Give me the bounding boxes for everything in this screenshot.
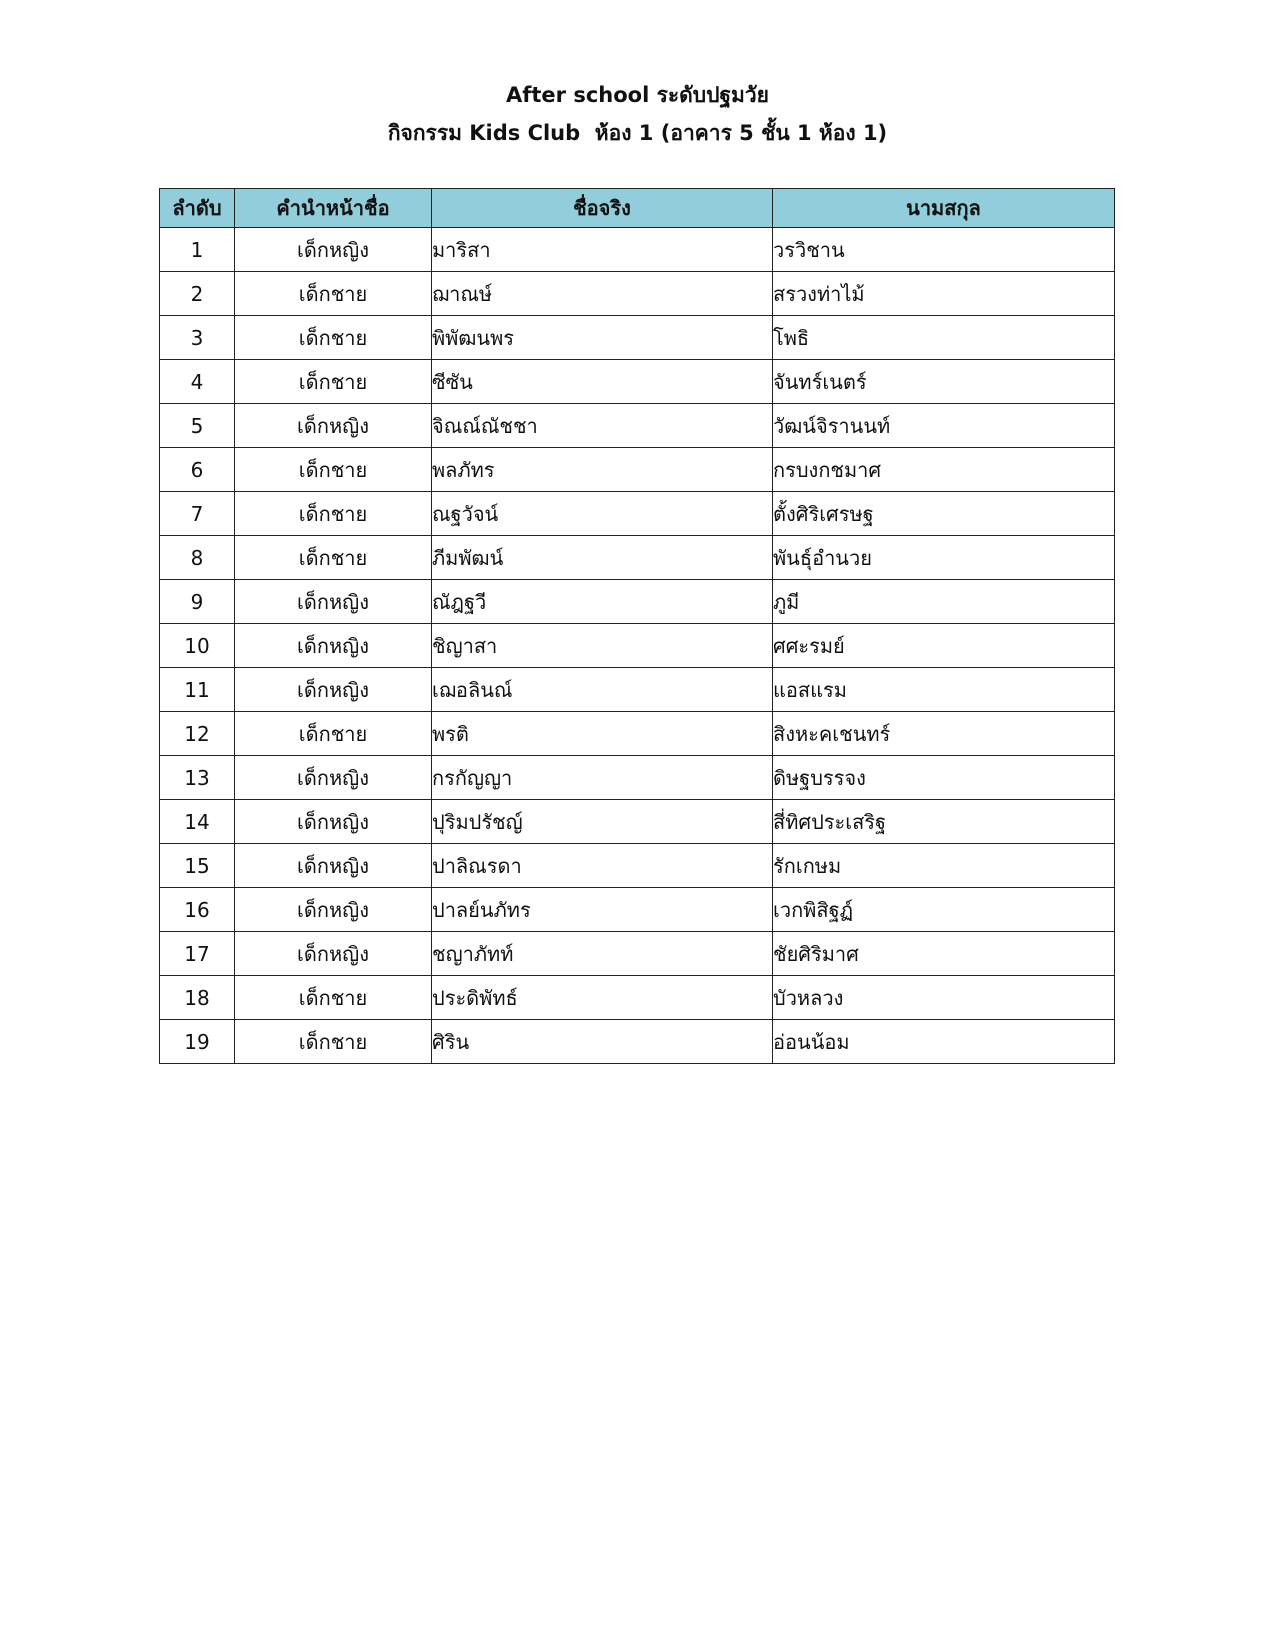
cell-no: 11 xyxy=(160,668,235,712)
cell-first-name: จิณณ์ณัชชา xyxy=(432,404,773,448)
cell-prefix: เด็กหญิง xyxy=(235,932,432,976)
cell-first-name: กรกัญญา xyxy=(432,756,773,800)
cell-first-name: มาริสา xyxy=(432,228,773,272)
cell-first-name: ปาลย์นภัทร xyxy=(432,888,773,932)
header-prefix: คำนำหน้าชื่อ xyxy=(235,189,432,228)
cell-no: 15 xyxy=(160,844,235,888)
cell-prefix: เด็กหญิง xyxy=(235,800,432,844)
cell-no: 12 xyxy=(160,712,235,756)
table-row xyxy=(160,360,1115,404)
cell-last-name: กรบงกชมาศ xyxy=(773,448,1115,492)
cell-first-name: พรติ xyxy=(432,712,773,756)
table-row xyxy=(160,932,1115,976)
cell-last-name: สิงหะคเชนทร์ xyxy=(773,712,1115,756)
cell-prefix: เด็กหญิง xyxy=(235,624,432,668)
cell-no: 13 xyxy=(160,756,235,800)
table-row xyxy=(160,536,1115,580)
table-row xyxy=(160,272,1115,316)
cell-no: 4 xyxy=(160,360,235,404)
cell-last-name: ดิษฐบรรจง xyxy=(773,756,1115,800)
cell-prefix: เด็กหญิง xyxy=(235,580,432,624)
table-row xyxy=(160,316,1115,360)
student-roster-table xyxy=(159,188,1115,1064)
table-row xyxy=(160,580,1115,624)
cell-first-name: ศิริน xyxy=(432,1020,773,1064)
cell-no: 10 xyxy=(160,624,235,668)
cell-last-name: ภูมี xyxy=(773,580,1115,624)
cell-first-name: เฌอลินณ์ xyxy=(432,668,773,712)
cell-no: 2 xyxy=(160,272,235,316)
table-row xyxy=(160,712,1115,756)
cell-last-name: แอสแรม xyxy=(773,668,1115,712)
cell-prefix: เด็กหญิง xyxy=(235,668,432,712)
cell-first-name: ปุริมปรัชญ์ xyxy=(432,800,773,844)
cell-no: 6 xyxy=(160,448,235,492)
document-subtitle: กิจกรรม Kids Club ห้อง 1 (อาคาร 5 ชั้น 1 ห้อง 1) xyxy=(387,121,888,145)
cell-last-name: จันทร์เนตร์ xyxy=(773,360,1115,404)
cell-prefix: เด็กชาย xyxy=(235,492,432,536)
cell-first-name: ภีมพัฒน์ xyxy=(432,536,773,580)
table-row xyxy=(160,888,1115,932)
cell-last-name: บัวหลวง xyxy=(773,976,1115,1020)
table-row xyxy=(160,492,1115,536)
table-row xyxy=(160,1020,1115,1064)
cell-no: 3 xyxy=(160,316,235,360)
cell-prefix: เด็กชาย xyxy=(235,712,432,756)
header-first-name: ชื่อจริง xyxy=(432,189,773,228)
cell-no: 14 xyxy=(160,800,235,844)
cell-prefix: เด็กหญิง xyxy=(235,888,432,932)
cell-last-name: ตั้งศิริเศรษฐ xyxy=(773,492,1115,536)
cell-first-name: ณัฎฐวี xyxy=(432,580,773,624)
table-row xyxy=(160,448,1115,492)
cell-prefix: เด็กชาย xyxy=(235,316,432,360)
cell-prefix: เด็กชาย xyxy=(235,536,432,580)
document-title: After school ระดับปฐมวัย xyxy=(506,83,769,107)
cell-last-name: วัฒน์จิรานนท์ xyxy=(773,404,1115,448)
cell-prefix: เด็กชาย xyxy=(235,976,432,1020)
cell-last-name: รักเกษม xyxy=(773,844,1115,888)
table-row xyxy=(160,800,1115,844)
table-row xyxy=(160,624,1115,668)
cell-last-name: วรวิชาน xyxy=(773,228,1115,272)
cell-last-name: ชัยศิริมาศ xyxy=(773,932,1115,976)
cell-last-name: สรวงท่าไม้ xyxy=(773,272,1115,316)
cell-first-name: พิพัฒนพร xyxy=(432,316,773,360)
cell-last-name: ศศะรมย์ xyxy=(773,624,1115,668)
cell-no: 16 xyxy=(160,888,235,932)
cell-no: 17 xyxy=(160,932,235,976)
cell-no: 18 xyxy=(160,976,235,1020)
title-block xyxy=(0,76,1275,152)
cell-prefix: เด็กหญิง xyxy=(235,228,432,272)
cell-prefix: เด็กหญิง xyxy=(235,404,432,448)
cell-first-name: ชิญาสา xyxy=(432,624,773,668)
header-no: ลำดับ xyxy=(160,189,235,228)
cell-no: 7 xyxy=(160,492,235,536)
cell-prefix: เด็กชาย xyxy=(235,1020,432,1064)
cell-no: 19 xyxy=(160,1020,235,1064)
cell-last-name: โพธิ xyxy=(773,316,1115,360)
cell-first-name: ประดิพัทธ์ xyxy=(432,976,773,1020)
table-row xyxy=(160,668,1115,712)
cell-no: 8 xyxy=(160,536,235,580)
table-row xyxy=(160,404,1115,448)
cell-prefix: เด็กชาย xyxy=(235,272,432,316)
table-body xyxy=(160,228,1115,1064)
cell-prefix: เด็กหญิง xyxy=(235,844,432,888)
cell-last-name: เวกพิสิฐฏ์ xyxy=(773,888,1115,932)
cell-last-name: พันธุ์อำนวย xyxy=(773,536,1115,580)
cell-first-name: ซีซัน xyxy=(432,360,773,404)
table-row xyxy=(160,844,1115,888)
cell-last-name: อ่อนน้อม xyxy=(773,1020,1115,1064)
cell-last-name: สี่ทิศประเสริฐ xyxy=(773,800,1115,844)
header-last-name: นามสกุล xyxy=(773,189,1115,228)
cell-prefix: เด็กชาย xyxy=(235,360,432,404)
cell-first-name: ณฐวัจน์ xyxy=(432,492,773,536)
table-row xyxy=(160,756,1115,800)
cell-first-name: ปาลิณรดา xyxy=(432,844,773,888)
cell-first-name: ชญาภัทท์ xyxy=(432,932,773,976)
cell-prefix: เด็กหญิง xyxy=(235,756,432,800)
cell-first-name: ฌาณษ์ xyxy=(432,272,773,316)
cell-first-name: พลภัทร xyxy=(432,448,773,492)
cell-no: 9 xyxy=(160,580,235,624)
cell-prefix: เด็กชาย xyxy=(235,448,432,492)
table-row xyxy=(160,228,1115,272)
cell-no: 1 xyxy=(160,228,235,272)
table-row xyxy=(160,976,1115,1020)
cell-no: 5 xyxy=(160,404,235,448)
table-header-row xyxy=(160,189,1115,228)
